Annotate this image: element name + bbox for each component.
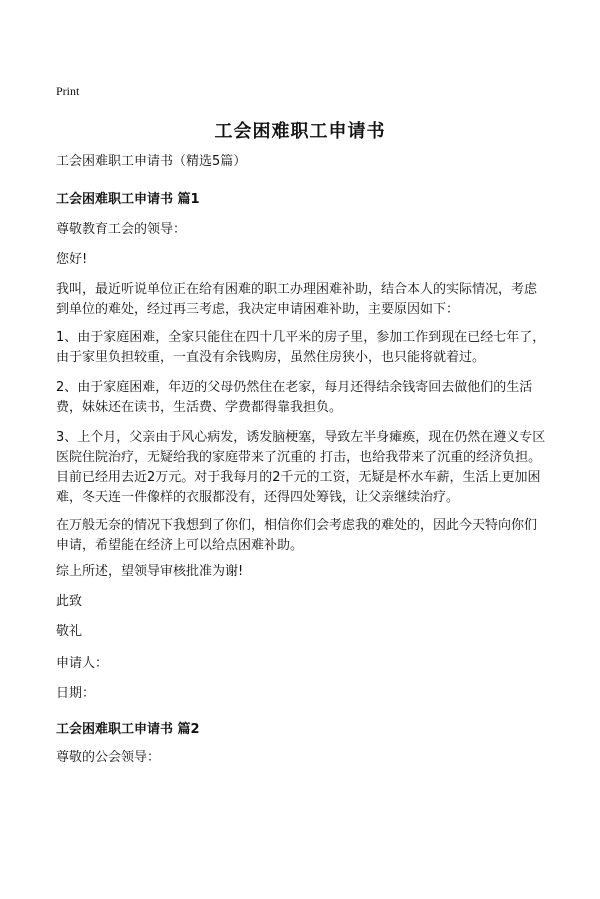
applicant-label: 申请人：: [56, 656, 109, 671]
section-2-heading: 工会困难职工申请书 篇2: [56, 722, 200, 737]
plea-paragraph: 在万般无奈的情况下我想到了你们，相信你们会考虑我的难处的，因此今天特向你们申请，希望能在经济上可以给点困难补助。: [56, 518, 538, 553]
conclusion-paragraph: 综上所述，望领导审核批准为谢!: [56, 564, 244, 579]
reason-3-paragraph: 3、上个月，父亲由于风心病发，诱发脑梗塞，导致左半身瘫痪，现在仍然在遵义专区医院住院治疗，无疑给我的家庭带来了沉重的 打击，也给我带来了沉重的经济负担。目前已经用去近2万元。对于我每月的2千元的工资，无疑是杯水车薪，生活上更加困难，冬天连一件像样的衣服都没有，还得四处筹钱，让父亲继续治疗。: [56, 430, 546, 505]
salutation-1: 尊敬教育工会的领导：: [56, 222, 187, 237]
document-title: 工会困难职工申请书: [214, 121, 386, 142]
reason-1-paragraph: 1、由于家庭困难，全家只能住在四十几平米的房子里，参加工作到现在已经七年了，由于家里负担较重，一直没有余钱购房，虽然住房狭小，也只能将就着过。: [56, 330, 546, 365]
document-subtitle: 工会困难职工申请书（精选5篇）: [56, 154, 247, 169]
intro-paragraph: 我叫，最近听说单位正在给有困难的职工办理困难补助，结合本人的实际情况，考虑到单位的难处，经过再三考虑，我决定申请困难补助，主要原因如下：: [56, 282, 538, 317]
date-label: 日期：: [56, 686, 96, 701]
closing-line-1: 此致: [56, 594, 83, 609]
reason-2-paragraph: 2、由于家庭困难，年迈的父母仍然住在老家，每月还得结余钱寄回去做他们的生活费，妹妹还在读书，生活费、学费都得靠我担负。: [56, 380, 533, 415]
print-label: Print: [56, 84, 80, 98]
closing-line-2: 敬礼: [56, 624, 83, 639]
section-1-heading: 工会困难职工申请书 篇1: [56, 192, 200, 207]
salutation-2: 尊敬的公会领导：: [56, 750, 161, 765]
greeting: 您好!: [56, 252, 88, 267]
